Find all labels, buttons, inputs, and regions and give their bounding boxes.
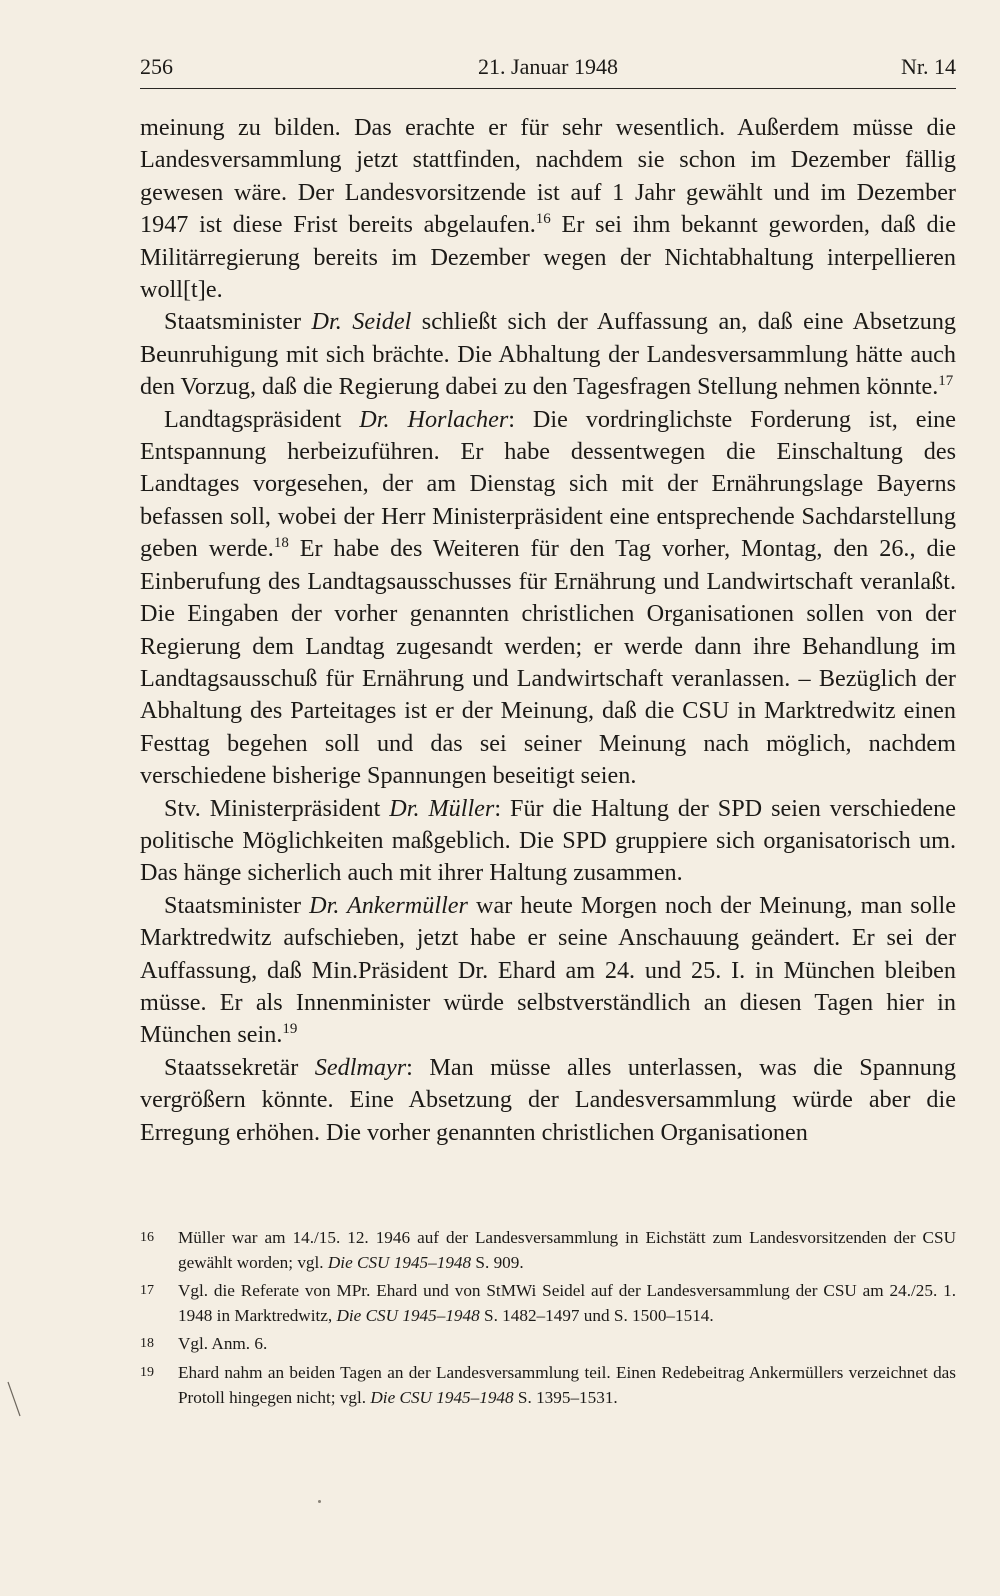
scan-speck	[318, 1500, 321, 1503]
paragraph	[140, 112, 956, 306]
footnote-reference: 18	[273, 535, 289, 552]
main-text	[140, 112, 956, 1149]
paragraph	[140, 1052, 956, 1149]
paragraph	[140, 890, 956, 1052]
text-run: Staatsminister	[164, 308, 312, 336]
running-header	[140, 54, 956, 88]
speaker-name: Dr. Horlacher	[359, 405, 509, 433]
text-run: Er sei ihm bekannt geworden, daß die Militärregierung bereits im Dezember wegen der Nichtabhaltung interpellieren woll[t]e.	[140, 211, 956, 304]
text-run: Stv. Ministerpräsident	[164, 794, 390, 822]
speaker-name: Dr. Ankermüller	[309, 891, 468, 919]
footnote	[140, 1279, 956, 1328]
footnote	[140, 1226, 956, 1275]
speaker-name: Die CSU 1945–1948	[327, 1252, 472, 1272]
text-run: Er habe des Weiteren für den Tag vorher, Montag, den 26., die Einberufung des Landtagsausschusses für Ernährung und Landwirtschaft veranlaßt. Die Eingaben der vorher genannten christlichen Organisationen sollen von der Regierung dem Landtag zugesandt werden; er werde dann ihre Behandlung im Landtagsausschuß für Ernährung und Landwirtschaft veranlassen. – Bezüglich der Abhaltung des Parteitages ist er der Meinung, daß die CSU in Marktredwitz einen Festtag begehen soll und das sei seiner Meinung nach möglich, nachdem verschiedene bisherige Spannungen beseitigt seien.	[140, 535, 956, 790]
text-run: Müller war am 14./15. 12. 1946 auf der Landesversammlung in Eichstätt zum Landesvorsitzenden der CSU gewählt worden; vgl.	[178, 1228, 956, 1272]
document-number: Nr. 14	[901, 54, 956, 79]
speaker-name: Dr. Seidel	[311, 308, 412, 336]
text-run: : Die vordringlichste Forderung ist, eine Entspannung herbeizuführen. Er habe dessentwegen die Einschaltung des Landtages vorgesehen, der am Dienstag sich mit der Ernährungslage Bayerns befassen soll, wobei der Herr Ministerpräsident eine entsprechende Sachdarstellung geben werde.	[140, 405, 957, 563]
paragraph	[140, 306, 956, 403]
text-run: S. 1482–1497 und S. 1500–1514.	[479, 1305, 714, 1325]
text-run: war heute Morgen noch der Meinung, man solle Marktredwitz aufschieben, jetzt habe er seine Anschauung geändert. Er sei der Auffassung, daß Min.Präsident Dr. Ehard am 24. und 25. I. in München bleiben müsse. Er als Innenminister würde selbstverständlich an diesen Tagen hier in München sein.	[140, 891, 956, 1049]
footnote-reference: 19	[282, 1021, 298, 1038]
footnote-number: 19	[140, 1364, 154, 1380]
text-run: Landtagspräsident	[164, 405, 360, 433]
footnote-number: 17	[140, 1283, 154, 1299]
footnote-reference: 17	[938, 373, 954, 390]
footnote	[140, 1361, 956, 1410]
text-run: S. 909.	[471, 1252, 524, 1272]
text-run: : Man müsse alles unterlassen, was die Spannung vergrößern könnte. Eine Absetzung der Landesversammlung würde aber die Erregung erhöhen. Die vorher genannten christlichen Organisationen	[140, 1053, 956, 1146]
paragraph	[140, 404, 956, 793]
speaker-name: Sedlmayr	[314, 1053, 407, 1081]
footnote-reference: 16	[535, 211, 551, 228]
page-number: 256	[140, 54, 173, 79]
paragraph	[140, 793, 956, 890]
text-run: S. 1395–1531.	[513, 1387, 618, 1407]
footnote-number: 18	[140, 1336, 154, 1352]
text-run: schließt sich der Auffassung an, daß eine Absetzung Beunruhigung mit sich brächte. Die Abhaltung der Landesversammlung hätte auch den Vorzug, daß die Regierung dabei zu den Tagesfragen Stellung nehmen könnte.	[140, 308, 957, 401]
scan-edge-mark	[6, 1380, 24, 1420]
text-run: meinung zu bilden. Das erachte er für sehr wesentlich. Außerdem müsse die Landesversammlung jetzt stattfinden, nachdem sie schon im Dezember fällig gewesen wäre. Der Landesvorsitzende ist auf 1 Jahr gewählt und im Dezember 1947 ist diese Frist bereits abgelaufen.	[140, 114, 956, 239]
text-run: Vgl. Anm. 6.	[178, 1334, 268, 1354]
footnote-number: 16	[140, 1230, 154, 1245]
text-run: Vgl. die Referate von MPr. Ehard und von StMWi Seidel auf der Landesversammlung der CSU am 24./25. 1. 1948 in Marktredwitz,	[178, 1281, 956, 1325]
text-run: Staatssekretär	[164, 1053, 315, 1081]
footnotes	[140, 1226, 956, 1414]
speaker-name: Dr. Müller	[389, 794, 495, 822]
text-run: Staatsminister	[164, 891, 310, 919]
text-run: Ehard nahm an beiden Tagen an der Landesversammlung teil. Einen Redebeitrag Ankermüllers verzeichnet das Protoll hingegen nicht; vgl.	[178, 1362, 956, 1407]
speaker-name: Die CSU 1945–1948	[336, 1305, 480, 1325]
header-rule	[140, 88, 956, 89]
text-run: : Für die Haltung der SPD seien verschiedene politische Möglichkeiten maßgeblich. Die SPD gruppiere sich organisatorisch um. Das hänge sicherlich auch mit ihrer Haltung zusammen.	[140, 794, 956, 887]
speaker-name: Die CSU 1945–1948	[370, 1387, 514, 1407]
footnote	[140, 1332, 956, 1357]
header-date: 21. Januar 1948	[478, 54, 618, 79]
